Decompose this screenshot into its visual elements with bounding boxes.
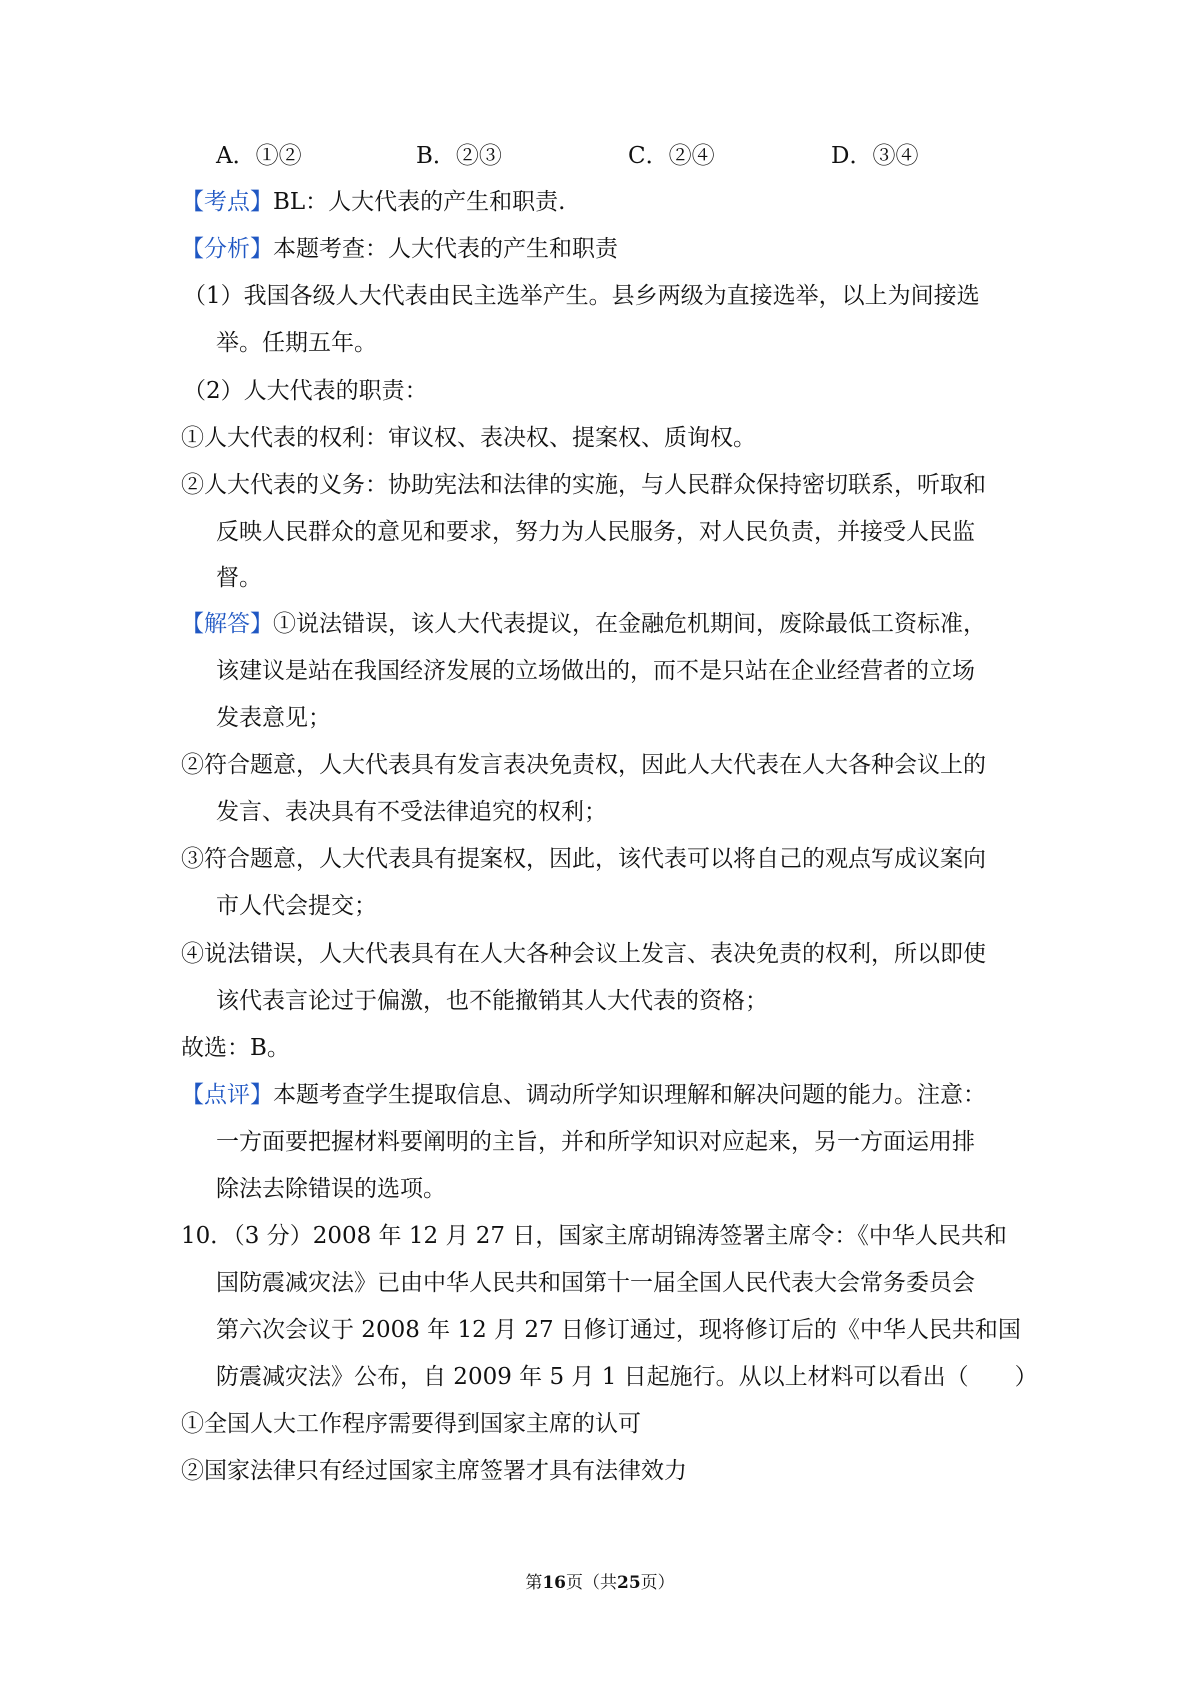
jieda-l5: 发言、表决具有不受法律追究的权利； [216, 799, 607, 825]
fenxi-p2: （2）人大代表的职责： [183, 378, 428, 404]
option-d: D．③④ [831, 143, 919, 169]
jieda-l1: ①说法错误，该人大代表提议，在金融危机期间，废除最低工资标准， [273, 611, 986, 637]
dianping-l1: 本题考查学生提取信息、调动所学知识理解和解决问题的能力。注意： [273, 1082, 986, 1108]
q10-l3: 第六次会议于 2008 年 12 月 27 日修订通过，现将修订后的《中华人民共和国 [216, 1317, 1021, 1343]
dianping-tag: 【点评】 [181, 1082, 273, 1108]
fenxi-p4-line1: ②人大代表的义务：协助宪法和法律的实施，与人民群众保持密切联系，听取和 [181, 472, 986, 498]
fenxi-p4-line2: 反映人民群众的意见和要求，努力为人民服务，对人民负责，并接受人民监 [216, 519, 975, 545]
jieda-l3: 发表意见； [216, 705, 331, 731]
q10-l2: 国防震减灾法》已由中华人民共和国第十一届全国人民代表大会常务委员会 [216, 1270, 975, 1296]
footer-mid: 页（共 [566, 1573, 617, 1593]
fenxi-p3: ①人大代表的权利：审议权、表决权、提案权、质询权。 [181, 425, 756, 451]
option-a: A．①② [216, 143, 302, 169]
jieda-line [181, 609, 1200, 639]
q10-choice-1: ①全国人大工作程序需要得到国家主席的认可 [181, 1411, 641, 1437]
dianping-l2: 一方面要把握材料要阐明的主旨，并和所学知识对应起来，另一方面运用排 [216, 1129, 975, 1155]
footer-prefix: 第 [525, 1573, 543, 1593]
option-c: C．②④ [628, 143, 715, 169]
jieda-tag: 【解答】 [181, 611, 273, 637]
q10-choice-2: ②国家法律只有经过国家主席签署才具有法律效力 [181, 1458, 687, 1484]
kaodian-line [181, 187, 1200, 217]
jieda-l6: ③符合题意，人大代表具有提案权，因此，该代表可以将自己的观点写成议案向 [181, 846, 986, 872]
jieda-l7: 市人代会提交； [216, 893, 377, 919]
page-footer [0, 1572, 1200, 1594]
fenxi-text: 本题考查：人大代表的产生和职责 [273, 236, 618, 262]
fenxi-p1-line1: （1）我国各级人大代表由民主选举产生。县乡两级为直接选举，以上为间接选 [183, 283, 980, 309]
kaodian-text: BL：人大代表的产生和职责. [273, 189, 566, 215]
jieda-l2: 该建议是站在我国经济发展的立场做出的，而不是只站在企业经营者的立场 [216, 658, 975, 684]
footer-total-pages: 25 [617, 1573, 641, 1593]
fenxi-p1-line2: 举。任期五年。 [216, 330, 377, 356]
option-b: B．②③ [416, 143, 502, 169]
q10-l4: 防震减灾法》公布，自 2009 年 5 月 1 日起施行。从以上材料可以看出（ ） [216, 1364, 1038, 1390]
fenxi-line [181, 234, 1200, 264]
footer-suffix: 页） [640, 1573, 675, 1593]
jieda-l8: ④说法错误，人大代表具有在人大各种会议上发言、表决免责的权利，所以即使 [181, 941, 986, 967]
dianping-line [181, 1080, 1200, 1110]
jieda-l9: 该代表言论过于偏激，也不能撤销其人大代表的资格； [216, 988, 768, 1014]
jieda-l4: ②符合题意，人大代表具有发言表决免责权，因此人大代表在人大各种会议上的 [181, 752, 986, 778]
jieda-conclusion: 故选：B。 [181, 1035, 290, 1061]
fenxi-p4-line3: 督。 [216, 565, 262, 591]
kaodian-tag: 【考点】 [181, 189, 273, 215]
q10-l1: 10．（3 分）2008 年 12 月 27 日，国家主席胡锦涛签署主席令：《中华人民共和 [181, 1223, 1007, 1249]
footer-page-number: 16 [542, 1573, 566, 1593]
fenxi-tag: 【分析】 [181, 236, 273, 262]
dianping-l3: 除法去除错误的选项。 [216, 1176, 446, 1202]
